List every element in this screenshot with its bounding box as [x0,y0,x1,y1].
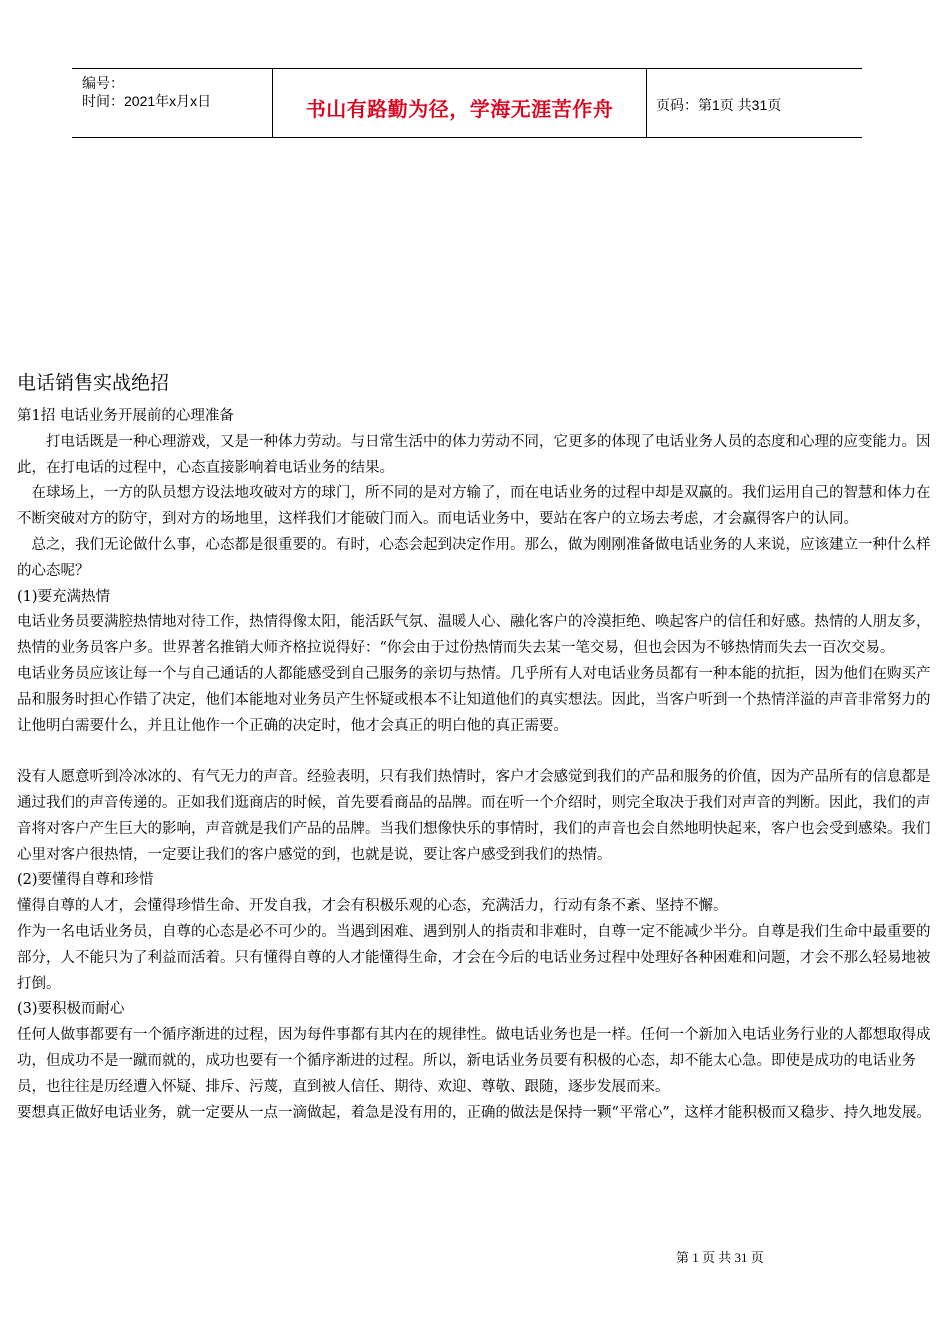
paragraph: 总之，我们无论做什么事，心态都是很重要的。有时，心态会起到决定作用。那么，做为刚刚准备做电话业务的人来说，应该建立一种什么样的心态呢？ [17,536,931,579]
paragraph: (1)要充满热情 [17,588,111,605]
document-header [72,68,862,138]
paragraph: (3)要积极而耐心 [17,1001,125,1018]
page-info: 页码：第1页 共31页 [656,97,782,113]
serial-label: 编号： [82,75,124,91]
page-footer: 第 1 页 共 31 页 [676,1250,764,1265]
paragraph: 任何人做事都要有一个循序渐进的过程，因为每件事都有其内在的规律性。做电话业务也是一样。任何一个新加入电话业务行业的人都想取得成功，但成功不是一蹴而就的，成功也要有一个循序渐进的过程。所以，新电话业务员要有积极的心态，却不能太心急。即使是成功的电话业务员，也往往是历经遭入怀疑、排斥、污蔑，直到被人信任、期待、欢迎、尊敬、跟随，逐步发展而来。 [17,1027,931,1095]
header-meta-cell [72,69,272,137]
paragraph: 在球场上，一方的队员想方设法地攻破对方的球门，所不同的是对方输了，而在电话业务的过程中却是双赢的。我们运用自己的智慧和体力在不断突破对方的防守，到对方的场地里，这样我们才能破门而入。而电话业务中，要站在客户的立场去考虑，才会赢得客户的认同。 [17,485,931,528]
blank-line [17,739,937,765]
document-title: 电话销售实战绝招 [17,372,170,394]
time-line: 时间：2021年x月x日 [82,93,212,109]
paragraph: 没有人愿意听到冷冰冰的、有气无力的声音。经验表明，只有我们热情时，客户才会感觉到我们的产品和服务的价值，因为产品所有的信息都是通过我们的声音传递的。正如我们逛商店的时候，首先要看商品的品牌。而在听一个介绍时，则完全取决于我们对声音的判断。因此，我们的声音将对客户产生巨大的影响，声音就是我们产品的品牌。当我们想像快乐的事情时，我们的声音也会自然地明快起来，客户也会受到感染。我们心里对客户很热情，一定要让我们的客户感觉的到，也就是说，要让客户感受到我们的热情。 [17,769,931,863]
paragraph: 电话业务员要满腔热情地对待工作，热情得像太阳，能活跃气氛、温暖人心、融化客户的冷漠拒绝、唤起客户的信任和好感。热情的人朋友多，热情的业务员客户多。世界著名推销大师齐格拉说得好：“你会由于过份热情而失去某一笔交易，但也会因为不够热情而失去一百次交易。 [17,614,931,657]
motto-text: 书山有路勤为径，学海无涯苦作舟 [305,97,614,121]
paragraph: 懂得自尊的人才，会懂得珍惜生命、开发自我，才会有积极乐观的心态，充满活力，行动有条不紊、坚持不懈。 [17,898,728,915]
paragraph: 第1招 电话业务开展前的心理准备 [17,408,234,424]
document-body [17,404,937,1126]
header-motto-cell [272,69,647,137]
header-page-cell [646,69,862,137]
paragraph: (2)要懂得自尊和珍惜 [17,872,154,889]
paragraph: 作为一名电话业务员，自尊的心态是必不可少的。当遇到困难、遇到别人的指责和非难时，自尊一定不能减少半分。自尊是我们生命中最重要的部分，人不能只为了利益而活着。只有懂得自尊的人才能懂得生命，才会在今后的电话业务过程中处理好各种困难和问题，才会不那么轻易地被打倒。 [17,923,931,992]
paragraph: 要想真正做好电话业务，就一定要从一点一滴做起，着急是没有用的，正确的做法是保持一颗“平常心”，这样才能积极而又稳步、持久地发展。 [17,1104,931,1121]
paragraph: 打电话既是一种心理游戏，又是一种体力劳动。与日常生活中的体力劳动不同，它更多的体现了电话业务人员的态度和心理的应变能力。因此，在打电话的过程中，心态直接影响着电话业务的结果。 [17,433,931,476]
paragraph: 电话业务员应该让每一个与自己通话的人都能感受到自己服务的亲切与热情。几乎所有人对电话业务员都有一种本能的抗拒，因为他们在购买产品和服务时担心作错了决定，他们本能地对业务员产生怀疑或根本不让知道他们的真实想法。因此，当客户听到一个热情洋溢的声音非常努力的让他明白需要什么，并且让他作一个正确的决定时，他才会真正的明白他的真正需要。 [17,665,931,734]
